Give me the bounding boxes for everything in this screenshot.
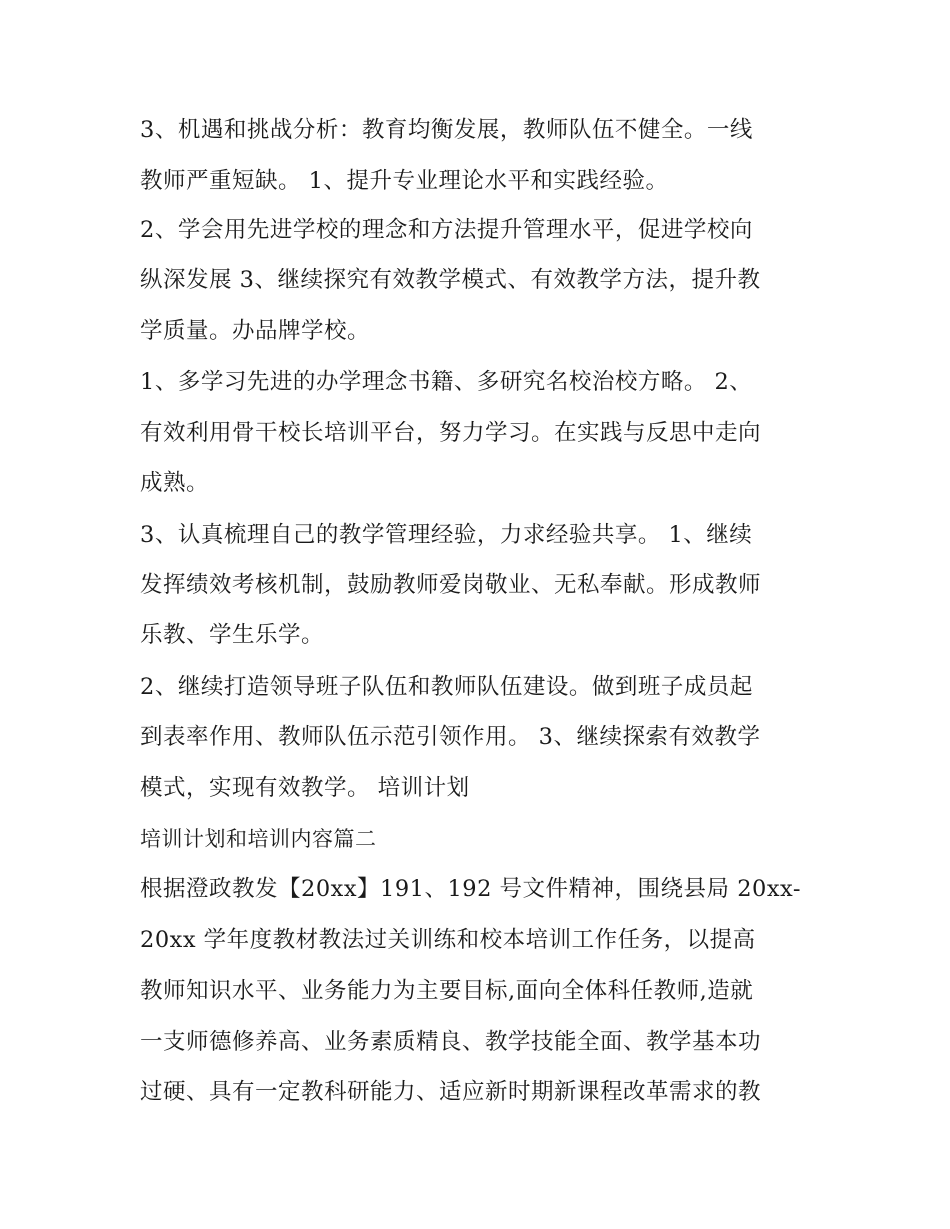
text-line: 2、学会用先进学校的理念和方法提升管理水平，促进学校向 bbox=[140, 217, 753, 243]
text-line: 有效利用骨干校长培训平台，努力学习。在实践与反思中走向 bbox=[140, 420, 762, 446]
text-line: 3、机遇和挑战分析：教育均衡发展，教师队伍不健全。一线 bbox=[140, 117, 753, 143]
text-line: 20xx 学年度教材教法过关训练和校本培训工作任务，以提高 bbox=[140, 927, 756, 953]
text-line: 2、继续打造领导班子队伍和教师队伍建设。做到班子成员起 bbox=[140, 674, 753, 700]
text-line: 发挥绩效考核机制，鼓励教师爱岗敬业、无私奉献。形成教师 bbox=[140, 572, 762, 598]
text-line: 成熟。 bbox=[140, 470, 210, 496]
text-line: 乐教、学生乐学。 bbox=[140, 622, 325, 648]
text-line: 1、多学习先进的办学理念书籍、多研究名校治校方略。 2、 bbox=[140, 369, 753, 395]
text-line: 学质量。办品牌学校。 bbox=[140, 318, 371, 344]
text-line: 过硬、具有一定教科研能力、适应新时期新课程改革需求的教 bbox=[140, 1079, 762, 1105]
text-line: 教师知识水平、业务能力为主要目标,面向全体科任教师,造就 bbox=[140, 978, 754, 1004]
text-line: 根据澄政教发【20xx】191、192 号文件精神，围绕县局 20xx- bbox=[140, 876, 801, 902]
text-line: 到表率作用、教师队伍示范引领作用。 3、继续探索有效教学 bbox=[140, 724, 761, 750]
text-line: 纵深发展 3、继续探究有效教学模式、有效教学方法，提升教 bbox=[140, 267, 761, 293]
section-heading: 培训计划和培训内容篇二 bbox=[140, 827, 377, 851]
text-line: 模式，实现有效教学。 培训计划 bbox=[140, 775, 470, 801]
text-line: 3、认真梳理自己的教学管理经验，力求经验共享。 1、继续 bbox=[140, 522, 753, 548]
text-line: 教师严重短缺。 1、提升专业理论水平和实践经验。 bbox=[140, 168, 669, 194]
text-line: 一支师德修养高、业务素质精良、教学技能全面、教学基本功 bbox=[140, 1029, 762, 1055]
